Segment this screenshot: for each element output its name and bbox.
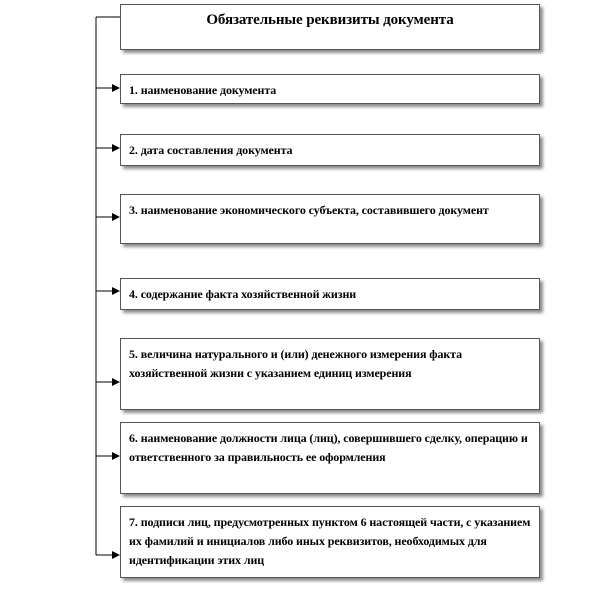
requisite-item-3: 3. наименование экономического субъекта, составившего документ [120,194,540,244]
diagram-title: Обязательные реквизиты документа [120,4,540,50]
requisite-item-1: 1. наименование документа [120,74,540,104]
requisite-item-5: 5. величина натурального и (или) денежного измерения факта хозяйственной жизни с указанием единиц измерения [120,338,540,410]
requisite-item-2: 2. дата составления документа [120,134,540,166]
requisite-item-4: 4. содержание факта хозяйственной жизни [120,278,540,310]
requisite-item-7: 7. подписи лиц, предусмотренных пунктом 6 настоящей части, с указанием их фамилий и инициалов либо иных реквизитов, необходимых для идентификации этих лиц [120,506,540,578]
requisite-item-6: 6. наименование должности лица (лиц), совершившего сделку, операцию и ответственного за правильность ее оформления [120,422,540,494]
